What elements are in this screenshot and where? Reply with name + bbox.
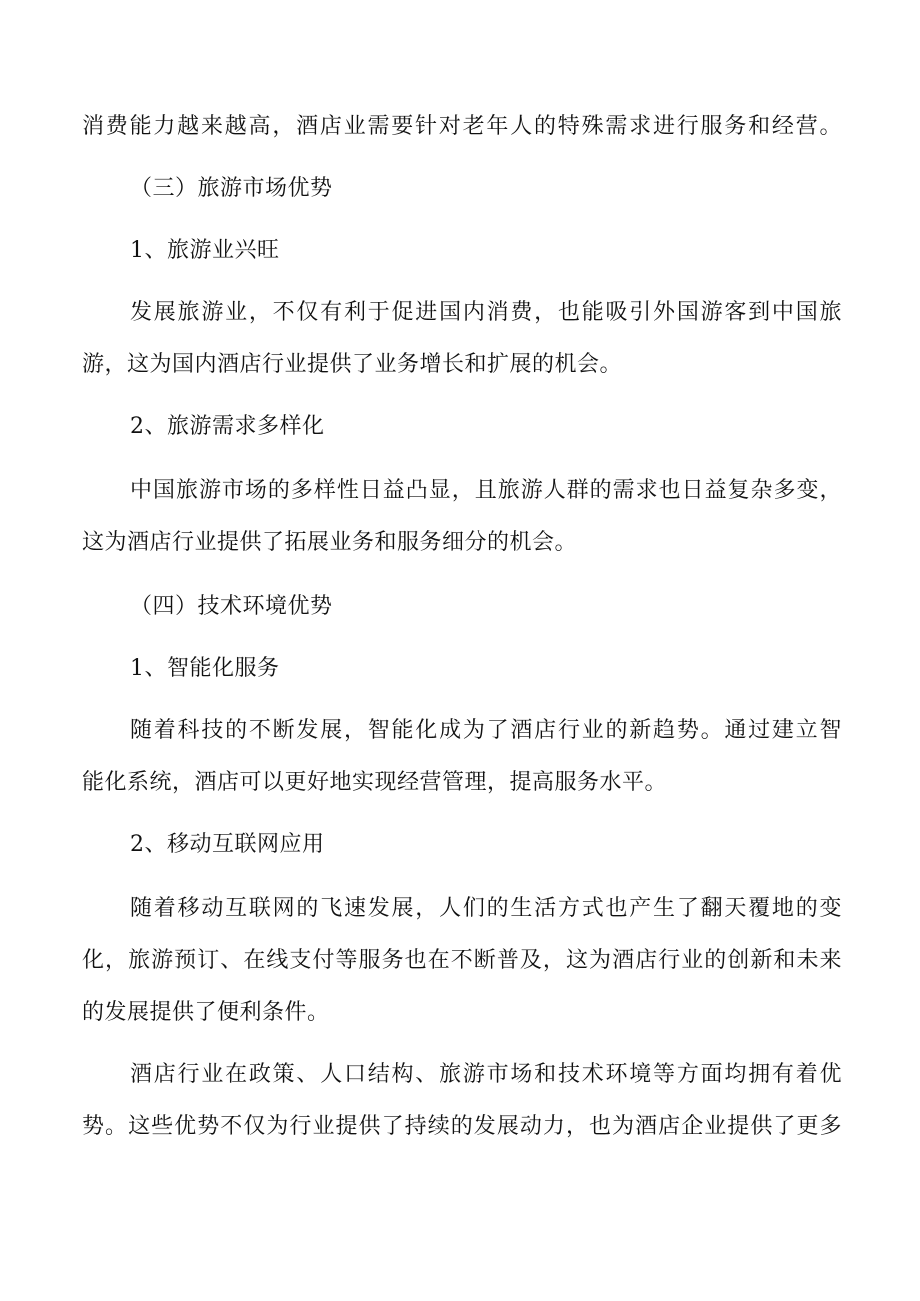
paragraph-line: 中国旅游市场的多样性日益凸显，且旅游人群的需求也日益复杂多变，: [130, 478, 842, 503]
section-heading: （三）旅游市场优势: [130, 176, 333, 201]
paragraph-line: 酒店行业在政策、人口结构、旅游市场和技术环境等方面均拥有着优: [130, 1062, 842, 1087]
paragraph-line: 随着移动互联网的飞速发展，人们的生活方式也产生了翻天覆地的变: [130, 896, 842, 921]
paragraph-line: 随着科技的不断发展，智能化成为了酒店行业的新趋势。通过建立智: [130, 718, 842, 743]
paragraph-line: 能化系统，酒店可以更好地实现经营管理，提高服务水平。: [82, 770, 668, 795]
paragraph-line: 化，旅游预订、在线支付等服务也在不断普及，这为酒店行业的创新和未来: [82, 948, 842, 973]
paragraph-line: 的发展提供了便利条件。: [82, 1000, 330, 1025]
paragraph-line: 消费能力越来越高，酒店业需要针对老年人的特殊需求进行服务和经营。: [82, 114, 842, 139]
subsection-heading: 2、旅游需求多样化: [130, 414, 325, 439]
subsection-heading: 2、移动互联网应用: [130, 832, 325, 857]
subsection-heading: 1、旅游业兴旺: [130, 238, 280, 263]
paragraph-line: 游，这为国内酒店行业提供了业务增长和扩展的机会。: [82, 352, 623, 377]
section-heading: （四）技术环境优势: [130, 594, 333, 619]
subsection-heading: 1、智能化服务: [130, 656, 280, 681]
paragraph-line: 势。这些优势不仅为行业提供了持续的发展动力，也为酒店企业提供了更多: [82, 1114, 842, 1139]
paragraph-line: 这为酒店行业提供了拓展业务和服务细分的机会。: [82, 530, 578, 555]
paragraph-line: 发展旅游业，不仅有利于促进国内消费，也能吸引外国游客到中国旅: [130, 300, 842, 325]
